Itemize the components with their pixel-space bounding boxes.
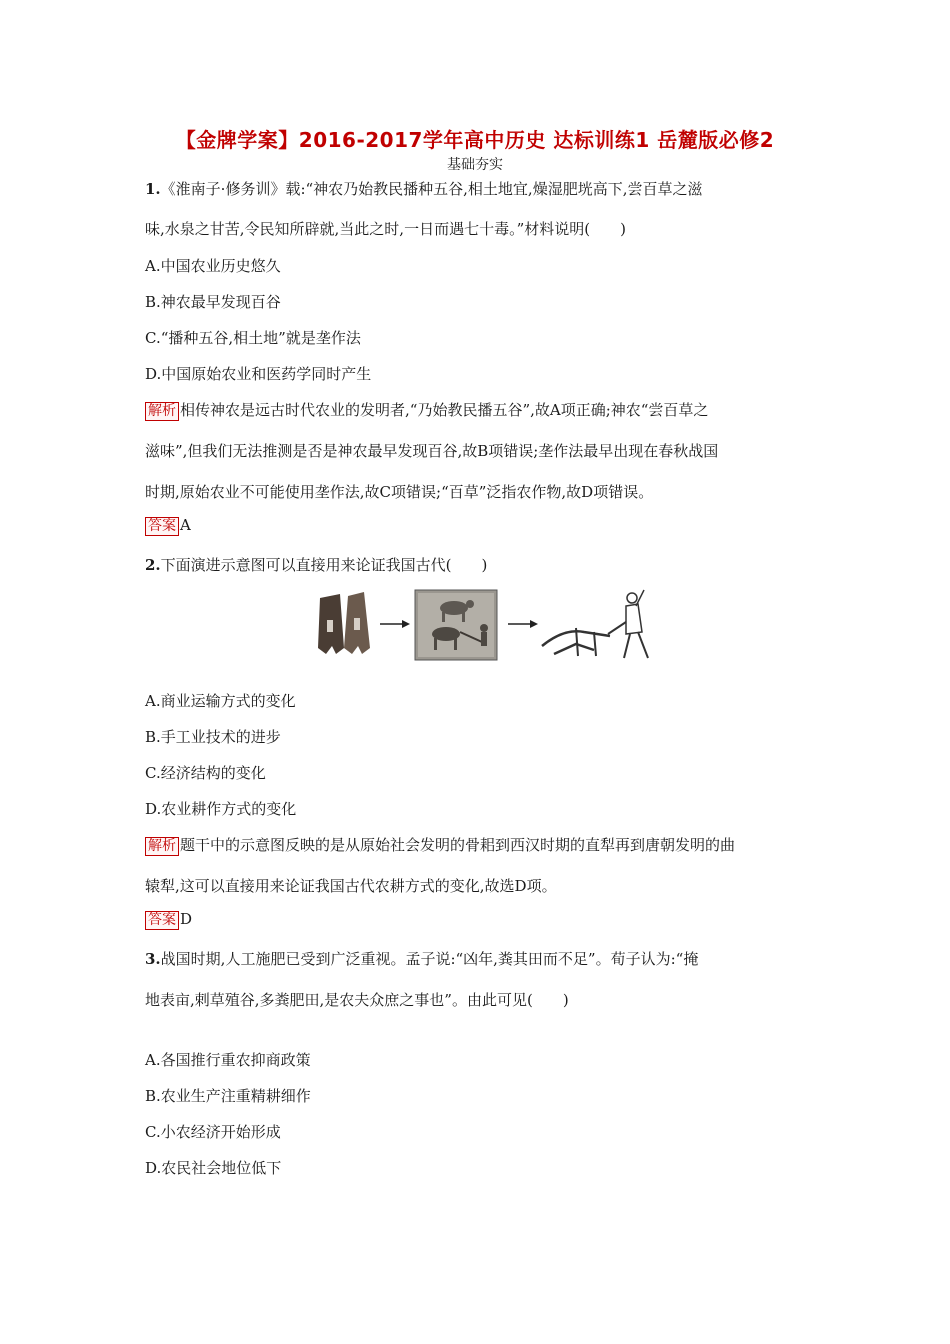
- document-title: 【金牌学案】2016-2017学年高中历史 达标训练1 岳麓版必修2: [175, 128, 775, 152]
- answer-tag: 答案: [145, 911, 179, 930]
- analysis-tag: 解析: [145, 402, 179, 421]
- q1-stem-line-2: 味,水泉之甘苦,令民知所辟就,当此之时,一日而遇七十毒。”材料说明( ): [145, 220, 626, 238]
- q2-option-a: A.商业运输方式的变化: [145, 692, 296, 710]
- q1-option-d: D.中国原始农业和医药学同时产生: [145, 365, 372, 383]
- q1-option-a: A.中国农业历史悠久: [145, 257, 281, 275]
- q2-stem-line-1: 2.下面演进示意图可以直接用来论证我国古代( ): [145, 556, 488, 574]
- farming-tools-evolution-figure: [314, 588, 666, 662]
- q2-option-d: D.农业耕作方式的变化: [145, 800, 297, 818]
- q2-analysis-line-2: 辕犁,这可以直接用来论证我国古代农耕方式的变化,故选D项。: [145, 877, 557, 895]
- q2-answer: 答案 D: [145, 910, 825, 930]
- curved-plough-farmer-icon: [542, 590, 648, 658]
- q2-number: 2.: [145, 556, 161, 574]
- q1-analysis-line-3: 时期,原始农业不可能使用垄作法,故C项错误;“百草”泛指农作物,故D项错误。: [145, 483, 654, 501]
- q1-option-b: B.神农最早发现百谷: [145, 293, 281, 311]
- q3-stem-line-2: 地表亩,剌草殖谷,多粪肥田,是农夫众庶之事也”。由此可见( ): [145, 991, 569, 1009]
- q1-answer: 答案 A: [145, 516, 825, 536]
- q1-analysis-line-1: 解析 相传神农是远古时代农业的发明者,“乃始教民播五谷”,故A项正确;神农“尝百草之: [145, 399, 825, 421]
- q3-option-b: B.农业生产注重精耕细作: [145, 1087, 311, 1105]
- stone-relief-ox-plough-icon: [415, 590, 497, 660]
- arrow-right-icon: [508, 620, 538, 628]
- q3-option-d: D.农民社会地位低下: [145, 1159, 282, 1177]
- q1-analysis-line-2: 滋味”,但我们无法推测是否是神农最早发现百谷,故B项错误;垄作法最早出现在春秋战国: [145, 442, 719, 460]
- arrow-right-icon: [380, 620, 410, 628]
- q2-analysis-line-1: 解析 题干中的示意图反映的是从原始社会发明的骨耜到西汉时期的直犁再到唐朝发明的曲: [145, 834, 825, 856]
- q1-option-c: C.“播种五谷,相土地”就是垄作法: [145, 329, 361, 347]
- q3-stem-line-1: 3.战国时期,人工施肥已受到广泛重视。孟子说:“凶年,粪其田而不足”。荀子认为:“掩: [145, 950, 699, 968]
- q2-option-c: C.经济结构的变化: [145, 764, 266, 782]
- section-heading: 基础夯实: [447, 157, 503, 173]
- answer-tag: 答案: [145, 517, 179, 536]
- q3-number: 3.: [145, 950, 161, 968]
- q2-option-b: B.手工业技术的进步: [145, 728, 281, 746]
- q3-option-a: A.各国推行重农抑商政策: [145, 1051, 311, 1069]
- bone-spade-icon: [318, 592, 370, 654]
- q3-option-c: C.小农经济开始形成: [145, 1123, 281, 1141]
- farming-tools-illustration: [314, 588, 666, 662]
- q1-stem-line-1: 1.《淮南子·修务训》载:“神农乃始教民播种五谷,相土地宜,燥湿肥垙高下,尝百草之滋: [145, 180, 703, 198]
- analysis-tag: 解析: [145, 837, 179, 856]
- q1-number: 1.: [145, 180, 161, 198]
